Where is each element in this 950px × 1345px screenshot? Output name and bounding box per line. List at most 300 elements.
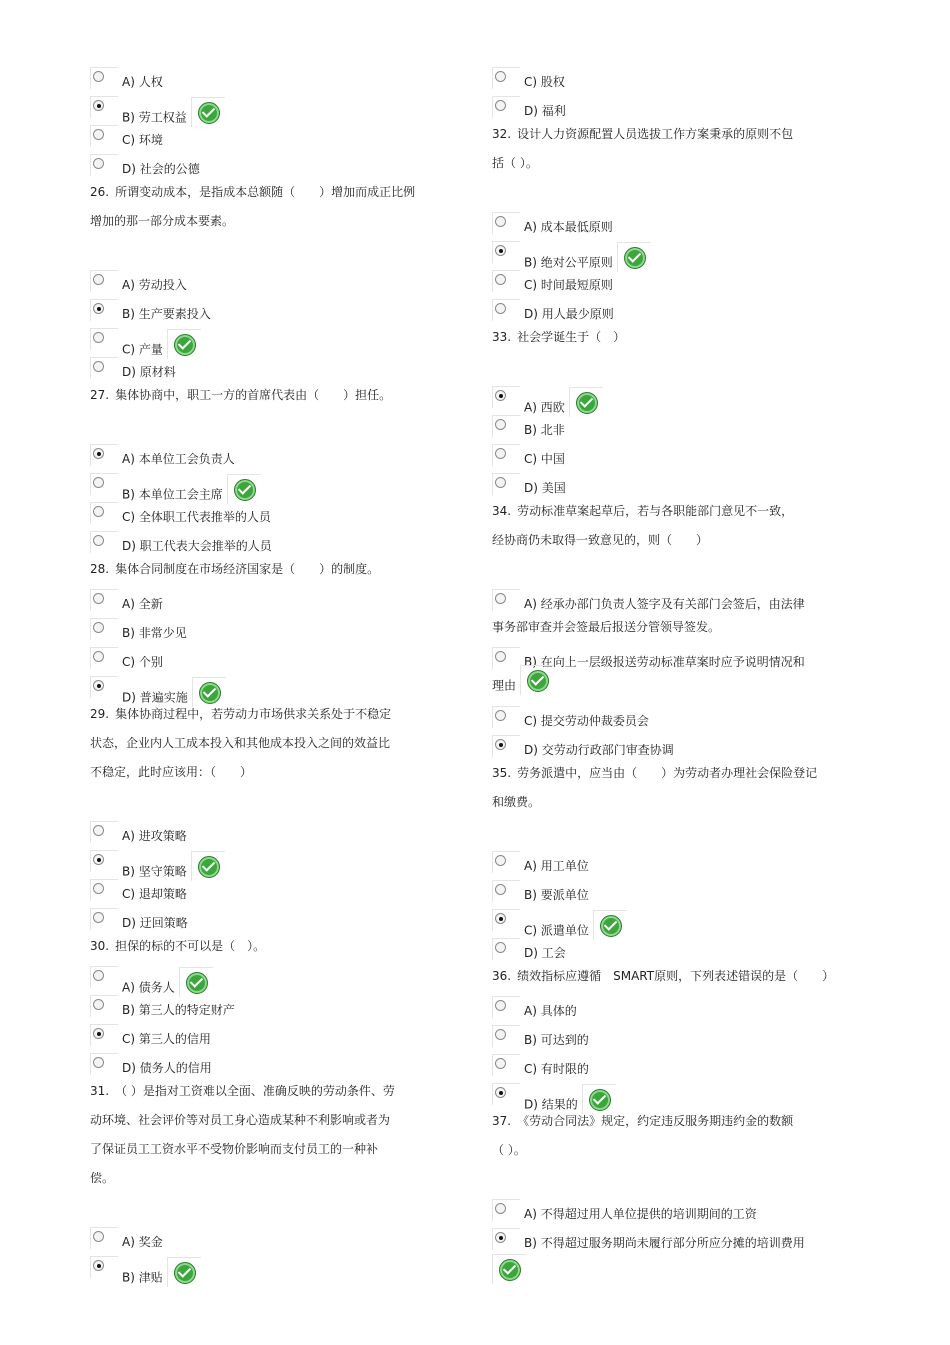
radio-frame	[90, 299, 118, 321]
radio-button[interactable]	[93, 825, 104, 836]
radio-frame	[90, 850, 118, 872]
radio-frame	[90, 676, 118, 698]
radio-frame	[90, 1256, 118, 1278]
answer-option[interactable]	[492, 933, 852, 962]
option-label	[122, 1263, 201, 1293]
question-number: 29.	[90, 707, 110, 721]
option-text: B) 在向上一层级报送劳动标准草案时应予说明情况和	[524, 655, 805, 669]
question-text	[90, 1106, 460, 1135]
question-text	[90, 207, 460, 236]
answer-option[interactable]	[90, 845, 460, 879]
option-label	[524, 277, 613, 293]
radio-button[interactable]	[495, 448, 506, 459]
answer-option[interactable]	[492, 265, 852, 294]
option-text: B) 要派单位	[524, 888, 589, 902]
option-text: B) 第三人的特定财产	[122, 1003, 235, 1017]
radio-button[interactable]	[93, 506, 104, 517]
option-text: C) 全体职工代表推举的人员	[122, 510, 271, 524]
answer-option[interactable]	[90, 1251, 460, 1285]
answer-option[interactable]	[492, 1194, 852, 1223]
radio-frame	[492, 212, 520, 234]
question-line: （ ）是指对工资难以全面、准确反映的劳动条件、劳	[115, 1084, 395, 1098]
radio-button[interactable]	[495, 1203, 506, 1214]
radio-frame	[90, 879, 118, 901]
radio-button[interactable]	[93, 651, 104, 662]
option-text: A) 用工单位	[524, 859, 589, 873]
radio-button[interactable]	[93, 158, 104, 169]
question-number: 26.	[90, 185, 110, 199]
option-label	[122, 625, 187, 641]
answer-option[interactable]	[90, 1222, 460, 1251]
radio-frame	[492, 1228, 520, 1250]
answer-option[interactable]	[90, 91, 460, 125]
option-label	[122, 538, 272, 554]
question-line: 集体合同制度在市场经济国家是（ ）的制度。	[115, 562, 380, 576]
answer-option[interactable]	[492, 91, 852, 120]
radio-frame	[90, 357, 118, 379]
question-line: 和缴费。	[492, 795, 541, 809]
question-line: 集体协商中，职工一方的首席代表由（ ）担任。	[115, 388, 392, 402]
option-label	[122, 683, 226, 713]
answer-option[interactable]	[90, 874, 460, 903]
answer-option[interactable]	[90, 584, 460, 613]
answer-option[interactable]	[90, 1048, 460, 1077]
option-label	[524, 1206, 757, 1222]
option-text: C) 股权	[524, 75, 565, 89]
option-label	[524, 742, 674, 758]
option-label	[122, 509, 271, 525]
question-number: 37.	[492, 1114, 512, 1128]
spacer	[90, 410, 460, 439]
option-text: B) 不得超过服务期尚未履行部分所应分摊的培训费用	[524, 1236, 805, 1250]
option-text: B) 非常少见	[122, 626, 187, 640]
correct-check-icon	[582, 1084, 616, 1114]
option-text: C) 中国	[524, 452, 565, 466]
radio-button[interactable]	[93, 477, 104, 488]
answer-option[interactable]	[90, 526, 460, 555]
option-continuation	[492, 613, 852, 642]
answer-option[interactable]	[90, 1019, 460, 1048]
option-text: D) 普遍实施	[122, 690, 188, 705]
radio-frame	[90, 502, 118, 524]
question-number: 31.	[90, 1084, 110, 1098]
option-label	[524, 887, 589, 903]
option-label	[122, 132, 163, 148]
question-text	[492, 759, 852, 788]
radio-button[interactable]	[93, 680, 104, 691]
option-label	[122, 277, 187, 293]
radio-frame	[492, 938, 520, 960]
option-text: A) 成本最低原则	[524, 220, 613, 234]
option-label	[524, 654, 805, 670]
radio-button[interactable]	[93, 303, 104, 314]
option-text: A) 不得超过用人单位提供的培训期间的工资	[524, 1207, 757, 1221]
answer-option[interactable]	[492, 904, 852, 938]
option-text: B) 可达到的	[524, 1033, 589, 1047]
option-label	[122, 364, 176, 380]
option-text: A) 全新	[122, 597, 163, 611]
question-line: 增加的那一部分成本要素。	[90, 214, 235, 228]
question-number: 32.	[492, 127, 512, 141]
option-text: B) 劳工权益	[122, 110, 187, 125]
radio-button[interactable]	[495, 245, 506, 256]
radio-frame	[492, 270, 520, 292]
question-line: 劳动标准草案起草后，若与各职能部门意见不一致，	[517, 504, 794, 518]
option-label	[524, 1090, 616, 1120]
option-text: D) 工会	[524, 946, 566, 960]
radio-frame	[492, 96, 520, 118]
option-text-cont: 事务部审查并会签最后报送分管领导签发。	[492, 620, 721, 634]
question-text	[90, 381, 460, 410]
spacer	[492, 817, 852, 846]
radio-frame	[492, 415, 520, 437]
question-line: 设计人力资源配置人员选拔工作方案秉承的原则不包	[517, 127, 794, 141]
question-line: 集体协商过程中，若劳动力市场供求关系处于不稳定	[115, 707, 392, 721]
option-label	[524, 103, 566, 119]
question-text	[492, 149, 852, 178]
question-text	[492, 323, 852, 352]
option-label	[524, 1235, 805, 1251]
radio-frame	[492, 67, 520, 89]
question-line: 担保的标的不可以是（ ）。	[115, 939, 266, 953]
radio-button[interactable]	[495, 1058, 506, 1069]
question-line: （ ）。	[492, 1143, 526, 1157]
radio-button[interactable]	[495, 477, 506, 488]
radio-button[interactable]	[495, 1232, 506, 1243]
radio-button[interactable]	[93, 274, 104, 285]
option-label	[524, 858, 589, 874]
radio-button[interactable]	[93, 535, 104, 546]
left-column	[90, 62, 460, 1285]
option-label	[524, 422, 565, 438]
question-text	[492, 497, 852, 526]
option-text: D) 社会的公德	[122, 162, 200, 176]
answer-option[interactable]	[90, 294, 460, 323]
radio-button[interactable]	[93, 854, 104, 865]
option-label	[122, 1002, 235, 1018]
option-label	[122, 886, 187, 902]
radio-frame	[492, 996, 520, 1018]
radio-button[interactable]	[93, 361, 104, 372]
spacer	[90, 1193, 460, 1222]
option-text: A) 债务人	[122, 980, 175, 995]
correct-check-icon	[492, 1254, 526, 1284]
question-number: 36.	[492, 969, 512, 983]
radio-button[interactable]	[495, 593, 506, 604]
answer-option[interactable]	[90, 468, 460, 502]
trailing-check-row	[492, 1252, 852, 1281]
radio-button[interactable]	[495, 913, 506, 924]
question-number: 30.	[90, 939, 110, 953]
question-line: 劳务派遣中，应当由（ ）为劳动者办理社会保险登记	[517, 766, 818, 780]
question-line: 状态，企业内人工成本投入和其他成本投入之间的效益比	[90, 736, 391, 750]
question-text	[492, 120, 852, 149]
option-text: C) 个别	[122, 655, 163, 669]
option-text: D) 福利	[524, 104, 566, 118]
answer-option[interactable]	[492, 875, 852, 904]
option-text: D) 迂回策略	[122, 916, 188, 930]
radio-frame	[90, 589, 118, 611]
answer-option[interactable]	[492, 207, 852, 236]
answer-option[interactable]	[492, 584, 852, 613]
radio-frame	[492, 909, 520, 931]
question-line: 不稳定，此时应该用：（ ）	[90, 765, 253, 779]
radio-button[interactable]	[495, 739, 506, 750]
radio-button[interactable]	[93, 100, 104, 111]
option-label	[524, 945, 566, 961]
radio-frame	[492, 735, 520, 757]
radio-frame	[492, 1025, 520, 1047]
radio-button[interactable]	[93, 1057, 104, 1068]
correct-check-icon	[167, 1257, 201, 1287]
question-number: 28.	[90, 562, 110, 576]
question-line: 社会学诞生于（ ）	[517, 330, 626, 344]
radio-button[interactable]	[93, 129, 104, 140]
option-text: A) 奖金	[122, 1235, 163, 1249]
radio-button[interactable]	[93, 970, 104, 981]
radio-button[interactable]	[495, 274, 506, 285]
option-label	[524, 480, 566, 496]
radio-button[interactable]	[495, 651, 506, 662]
radio-button[interactable]	[93, 71, 104, 82]
question-text	[90, 1135, 460, 1164]
answer-option[interactable]	[492, 294, 852, 323]
answer-option[interactable]	[492, 701, 852, 730]
question-line: 了保证员工工资水平不受物价影响而支付员工的一种补	[90, 1142, 379, 1156]
radio-frame	[492, 299, 520, 321]
answer-option[interactable]	[90, 903, 460, 932]
radio-frame	[90, 821, 118, 843]
radio-button[interactable]	[495, 71, 506, 82]
spacer	[90, 787, 460, 816]
option-text: C) 环境	[122, 133, 163, 147]
option-label	[122, 306, 211, 322]
radio-button[interactable]	[93, 1260, 104, 1271]
question-text	[90, 1077, 460, 1106]
question-line: 括（ ）。	[492, 156, 538, 170]
option-label	[524, 219, 613, 235]
answer-option[interactable]	[492, 381, 852, 415]
answer-option[interactable]	[90, 961, 460, 995]
radio-frame	[90, 966, 118, 988]
radio-frame	[492, 706, 520, 728]
radio-frame	[492, 1054, 520, 1076]
option-text: B) 坚守策略	[122, 864, 187, 879]
question-text	[492, 526, 852, 555]
answer-option[interactable]	[90, 497, 460, 526]
question-number: 35.	[492, 766, 512, 780]
radio-frame	[492, 1083, 520, 1105]
option-label	[122, 915, 188, 931]
radio-button[interactable]	[495, 855, 506, 866]
radio-button[interactable]	[495, 419, 506, 430]
option-text: D) 结果的	[524, 1097, 578, 1112]
option-label	[524, 451, 565, 467]
question-line: 《劳动合同法》规定，约定违反服务期违约金的数额	[517, 1114, 794, 1128]
option-label	[122, 161, 200, 177]
radio-frame	[90, 125, 118, 147]
option-label	[524, 306, 614, 322]
option-text: A) 人权	[122, 75, 163, 89]
option-label	[122, 596, 163, 612]
option-text: B) 北非	[524, 423, 565, 437]
radio-button[interactable]	[93, 1028, 104, 1039]
radio-frame	[90, 1024, 118, 1046]
option-text: D) 美国	[524, 481, 566, 495]
answer-option[interactable]	[90, 816, 460, 845]
question-text	[492, 788, 852, 817]
radio-frame	[90, 531, 118, 553]
radio-frame	[492, 444, 520, 466]
radio-frame	[492, 473, 520, 495]
question-number: 34.	[492, 504, 512, 518]
option-text: C) 退却策略	[122, 887, 187, 901]
answer-option[interactable]	[90, 439, 460, 468]
option-text: C) 产量	[122, 342, 163, 357]
question-text	[90, 932, 460, 961]
radio-button[interactable]	[495, 1029, 506, 1040]
question-line: 偿。	[90, 1171, 115, 1185]
radio-button[interactable]	[495, 710, 506, 721]
answer-option[interactable]	[90, 149, 460, 178]
answer-option[interactable]	[492, 730, 852, 759]
radio-frame	[90, 908, 118, 930]
option-text: D) 交劳动行政部门审查协调	[524, 743, 674, 757]
answer-option[interactable]	[492, 991, 852, 1020]
radio-button[interactable]	[93, 593, 104, 604]
radio-button[interactable]	[495, 303, 506, 314]
option-continuation	[492, 671, 852, 701]
radio-button[interactable]	[93, 999, 104, 1010]
radio-button[interactable]	[93, 448, 104, 459]
option-text: B) 津贴	[122, 1270, 163, 1285]
radio-button[interactable]	[495, 100, 506, 111]
radio-frame	[90, 647, 118, 669]
option-text: A) 劳动投入	[122, 278, 187, 292]
answer-option[interactable]	[492, 1078, 852, 1112]
radio-frame	[492, 851, 520, 873]
option-label	[122, 828, 187, 844]
question-text	[492, 1136, 852, 1165]
answer-option[interactable]	[90, 352, 460, 381]
radio-button[interactable]	[495, 884, 506, 895]
option-text: D) 债务人的信用	[122, 1061, 212, 1075]
option-text-cont: 理由	[492, 678, 517, 693]
option-text: B) 本单位工会主席	[122, 487, 223, 502]
radio-frame	[492, 241, 520, 263]
option-text: C) 时间最短原则	[524, 278, 613, 292]
radio-button[interactable]	[495, 216, 506, 227]
answer-option[interactable]	[492, 1020, 852, 1049]
answer-option[interactable]	[492, 846, 852, 875]
question-text	[492, 962, 852, 991]
answer-option[interactable]	[90, 642, 460, 671]
option-label	[524, 1003, 577, 1019]
radio-frame	[492, 386, 520, 408]
option-text: C) 有时限的	[524, 1062, 589, 1076]
answer-option[interactable]	[492, 468, 852, 497]
question-text	[90, 555, 460, 584]
option-label	[122, 1234, 163, 1250]
option-text: C) 提交劳动仲裁委员会	[524, 714, 649, 728]
option-text: A) 本单位工会负责人	[122, 452, 235, 466]
right-column	[492, 62, 852, 1281]
answer-option[interactable]	[492, 439, 852, 468]
radio-frame	[90, 96, 118, 118]
answer-option[interactable]	[90, 990, 460, 1019]
radio-frame	[90, 154, 118, 176]
option-label	[122, 654, 163, 670]
option-text: B) 绝对公平原则	[524, 255, 613, 270]
option-label	[524, 1032, 589, 1048]
option-label	[122, 1060, 212, 1076]
radio-button[interactable]	[495, 942, 506, 953]
radio-frame	[90, 444, 118, 466]
radio-button[interactable]	[93, 622, 104, 633]
radio-button[interactable]	[93, 1231, 104, 1242]
radio-button[interactable]	[93, 883, 104, 894]
option-text: D) 原材料	[122, 365, 176, 379]
answer-option[interactable]	[492, 62, 852, 91]
answer-option[interactable]	[90, 323, 460, 357]
radio-frame	[90, 270, 118, 292]
question-line: 所谓变动成本，是指成本总额随（ ）增加而成正比例	[115, 185, 416, 199]
answer-option[interactable]	[492, 236, 852, 270]
spacer	[492, 352, 852, 381]
radio-frame	[90, 1227, 118, 1249]
spacer	[492, 178, 852, 207]
answer-option[interactable]	[90, 265, 460, 294]
answer-option[interactable]	[492, 1049, 852, 1078]
option-text: D) 职工代表大会推举的人员	[122, 539, 272, 553]
option-text: D) 用人最少原则	[524, 307, 614, 321]
option-label	[122, 74, 163, 90]
radio-frame	[90, 995, 118, 1017]
radio-frame	[90, 1053, 118, 1075]
answer-option[interactable]	[492, 1223, 852, 1252]
option-text: B) 生产要素投入	[122, 307, 211, 321]
radio-button[interactable]	[495, 390, 506, 401]
answer-option[interactable]	[90, 120, 460, 149]
option-text: C) 派遣单位	[524, 923, 589, 938]
radio-frame	[90, 473, 118, 495]
question-number: 27.	[90, 388, 110, 402]
radio-button[interactable]	[495, 1087, 506, 1098]
answer-option[interactable]	[90, 613, 460, 642]
answer-option[interactable]	[90, 62, 460, 91]
radio-frame	[492, 880, 520, 902]
radio-frame	[90, 328, 118, 350]
radio-frame	[90, 618, 118, 640]
radio-button[interactable]	[93, 912, 104, 923]
answer-option[interactable]	[492, 410, 852, 439]
spacer	[90, 236, 460, 265]
correct-check-icon	[520, 665, 554, 695]
answer-option[interactable]	[90, 671, 460, 705]
option-text: A) 西欧	[524, 400, 565, 415]
radio-frame	[90, 67, 118, 89]
option-label	[524, 74, 565, 90]
radio-button[interactable]	[93, 332, 104, 343]
question-number: 33.	[492, 330, 512, 344]
correct-check-icon	[192, 677, 226, 707]
option-label	[524, 1061, 589, 1077]
spacer	[492, 1165, 852, 1194]
option-text: A) 进攻策略	[122, 829, 187, 843]
question-text	[90, 178, 460, 207]
question-line: 动环境、社会评价等对员工身心造成某种不利影响或者为	[90, 1113, 391, 1127]
radio-button[interactable]	[495, 1000, 506, 1011]
